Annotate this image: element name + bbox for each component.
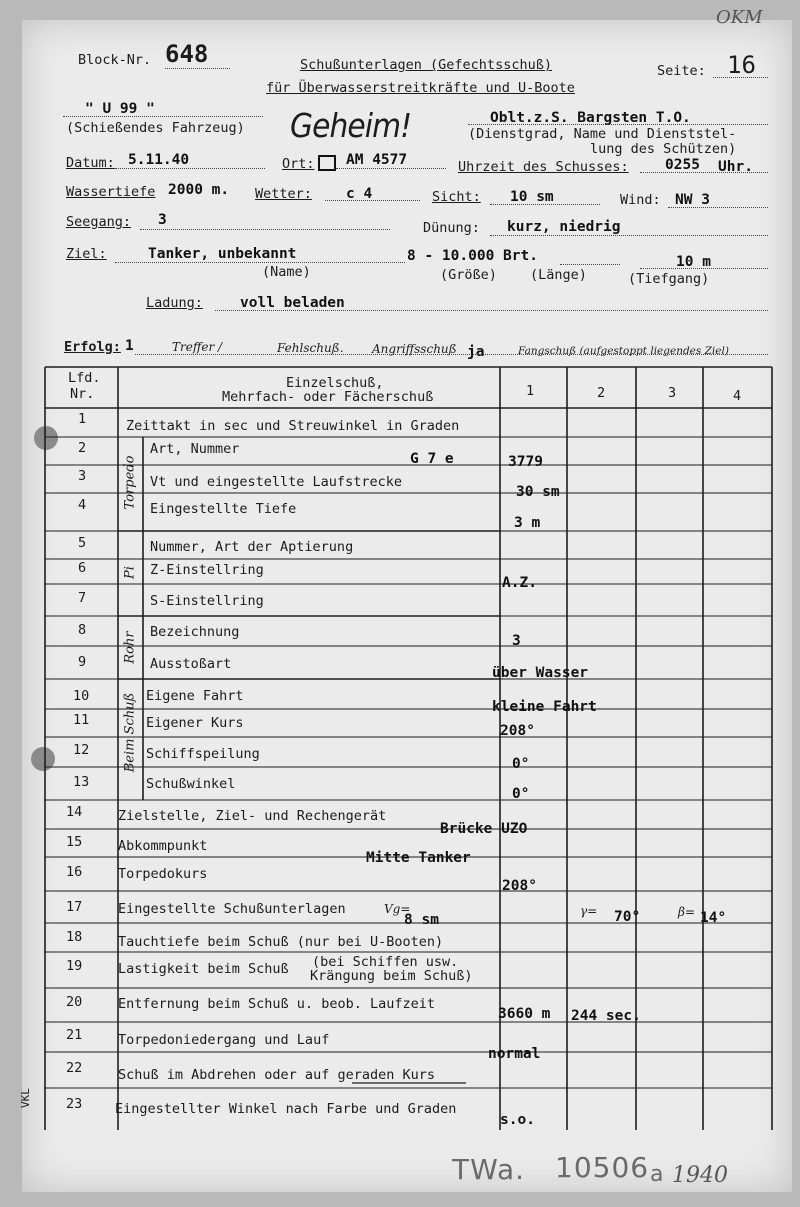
page-label: Seite: [657,63,706,79]
place-label: Ort: [282,156,315,172]
row-nr: 18 [66,929,83,945]
date-value: 5.11.40 [128,152,190,168]
row-value-2: 244 sec. [571,1008,641,1024]
target-draft: 10 m [676,254,711,270]
row-label: Eingestellte Tiefe [150,501,297,517]
vessel-label: (Schießendes Fahrzeug) [66,120,245,136]
row-value-1: 3660 m [498,1006,551,1022]
swell-value: kurz, niedrig [507,219,621,235]
row-label: Torpedoniedergang und Lauf [118,1032,330,1048]
row-label: Tauchtiefe beim Schuß (nur bei U-Booten) [118,934,444,950]
col-nr-header-2: Nr. [70,386,95,402]
title-line-2: für Überwasserstreitkräfte und U-Boote [266,80,575,96]
group-label-rohr: Rohr [122,631,138,664]
row-label: Vt und eingestellte Laufstrecke [150,474,402,490]
wind-value: NW 3 [675,192,710,208]
row-nr: 3 [78,468,87,484]
row-label: Eingestellter Winkel nach Farbe und Graden [115,1101,457,1117]
row-value-1: 0° [512,756,530,772]
row-nr: 9 [78,654,87,670]
row-nr: 2 [78,440,87,456]
row-label: Eigene Fahrt [146,688,244,704]
attack-label: Angriffsschuß [372,342,457,356]
title-line-1: Schußunterlagen (Gefechtsschuß) [300,57,552,73]
row-value-1: normal [488,1046,541,1062]
row-nr: 11 [73,712,90,728]
hits-value: 1 [125,338,134,354]
margin-note: VKL [18,1088,32,1108]
target-size: 8 - 10.000 Brt. [407,248,538,264]
archive-stamp-suffix: a [650,1162,665,1187]
row-label: Abkommpunkt [118,838,208,854]
row-label: Lastigkeit beim Schuß [118,961,289,977]
row-label: Z-Einstellring [150,562,264,578]
row-value-1: 3779 [508,454,543,470]
row-label: Bezeichnung [150,624,240,640]
officer-label-2: lung des Schützen) [590,141,737,157]
target-draft-label: (Tiefgang) [628,271,710,287]
row-value-1: 208° [502,878,537,894]
row-nr: 23 [66,1096,83,1112]
row-nr: 22 [66,1060,83,1076]
row-nr: 19 [66,958,83,974]
wind-label: Wind: [620,192,661,208]
group-label-pi: Pi [122,566,138,579]
row-nr: 14 [66,804,83,820]
row-nr: 8 [78,622,87,638]
archive-stamp-prefix: TWa. [452,1153,526,1186]
row-value-1: 3 m [514,515,541,531]
row-nr: 21 [66,1027,83,1043]
row-value-1: Brücke UZO [440,821,528,837]
vg-label: Vg= [384,902,411,916]
officer-value: Oblt.z.S. Bargsten T.O. [490,110,691,126]
cargo-label: Ladung: [146,295,203,311]
gamma-value: 70° [614,909,641,925]
row-nr: 16 [66,864,83,880]
row-value-mid: G 7 e [410,451,454,467]
target-label: Ziel: [66,246,107,262]
row-value-1: 30 sm [516,484,560,500]
time-value: 0255 [665,157,700,173]
row-value-1: 3 [512,633,521,649]
depth-label: Wassertiefe [66,184,156,200]
col-desc-header-1: Einzelschuß, [286,375,384,391]
target-name: Tanker, unbekannt [148,246,297,262]
row-label: Torpedokurs [118,866,208,882]
row-nr: 15 [66,834,83,850]
hits-label: Treffer / [172,340,223,354]
sight-value: 10 sm [510,189,554,205]
row-value-1: s.o. [500,1112,535,1128]
sea-label: Seegang: [66,214,132,230]
row-label: Zeittakt in sec und Streuwinkel in Graden [126,418,460,434]
col-2-header: 2 [597,385,606,401]
archive-stamp-number: 10506 [555,1151,650,1184]
row-nr: 1 [78,411,87,427]
time-label: Uhrzeit des Schusses: [458,159,629,175]
col-nr-header-1: Lfd. [68,370,101,386]
misses-label: Fehlschuß. [277,341,344,355]
row-nr: 6 [78,560,87,576]
time-unit: Uhr. [718,159,753,175]
date-label: Datum: [66,155,115,171]
target-length-label: (Länge) [530,267,587,283]
row-value-1: A.Z. [502,575,537,591]
row-value-1: 208° [500,723,535,739]
row-label: Ausstoßart [150,656,232,672]
success-label: Erfolg: [64,339,121,355]
row-value-1: Mitte Tanker [366,850,471,866]
group-label-torpedo: Torpedo [122,455,138,510]
row-nr: 20 [66,994,83,1010]
vg-value: 8 sm [404,912,439,928]
row-value-1: 0° [512,786,530,802]
weather-label: Wetter: [255,186,312,202]
col-4-header: 4 [733,388,742,404]
beta-value: 14° [700,910,727,926]
vessel-value: " U 99 " [85,101,155,117]
place-value: AM 4577 [346,152,408,168]
secret-mark: Geheim! [290,106,412,145]
catch-label: Fangschuß (aufgestoppt liegendes Ziel) [518,345,729,357]
officer-label-1: (Dienstgrad, Name und Dienststel- [468,126,737,142]
row-nr: 4 [78,497,87,513]
row-nr: 13 [73,774,90,790]
col-3-header: 3 [668,385,677,401]
row-value-1: kleine Fahrt [492,699,597,715]
weather-value: c 4 [346,186,373,202]
row-nr: 17 [66,899,83,915]
attack-value: ja [467,344,485,360]
sight-label: Sicht: [432,189,481,205]
row-label: Schuß im Abdrehen oder auf geraden Kurs [118,1067,435,1083]
cargo-value: voll beladen [240,295,345,311]
row-label: Schußwinkel [146,776,236,792]
block-label: Block-Nr. [78,52,152,68]
target-name-label: (Name) [262,264,311,280]
archive-stamp-year: 1940 [672,1163,728,1188]
row-label-b2: Krängung beim Schuß) [310,968,473,984]
row-label: Zielstelle, Ziel- und Rechengerät [118,808,387,824]
row-nr: 5 [78,535,87,551]
row-nr: 10 [73,688,90,704]
depth-value: 2000 m. [168,182,230,198]
col-1-header: 1 [526,383,535,399]
block-number: 648 [165,40,209,68]
group-label-beim-schuss: Beim Schuß [122,692,138,773]
row-nr: 12 [73,742,90,758]
beta-label: β= [678,905,695,919]
page-number: 16 [727,51,756,79]
col-desc-header-2: Mehrfach- oder Fächerschuß [222,389,434,405]
row-nr: 7 [78,590,87,606]
sea-value: 3 [158,212,167,228]
target-size-label: (Größe) [440,267,497,283]
gamma-label: γ= [580,904,598,918]
row-label: Nummer, Art der Aptierung [150,539,354,555]
row-label: Eigener Kurs [146,715,244,731]
row-value-1: über Wasser [492,665,589,681]
row-label: Entfernung beim Schuß u. beob. Laufzeit [118,996,435,1012]
row-label: Schiffspeilung [146,746,260,762]
row-label: Art, Nummer [150,441,240,457]
row-label-b1: (bei Schiffen usw. [312,954,459,970]
swell-label: Dünung: [423,220,480,236]
row-label: S-Einstellring [150,593,264,609]
row-label: Eingestellte Schußunterlagen [118,901,346,917]
corner-mark: OKM [716,7,763,28]
